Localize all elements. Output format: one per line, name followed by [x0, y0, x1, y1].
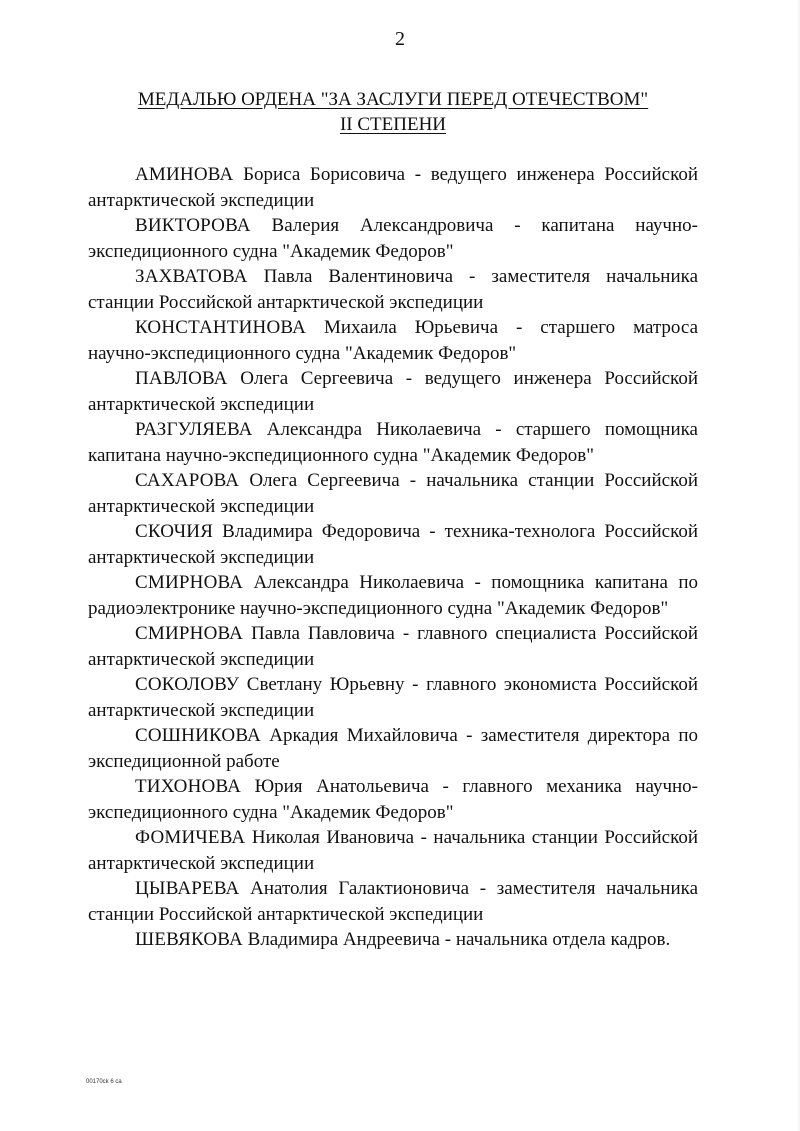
- recipient-details: Владимира Федоровича - техника-технолога Российской антарктической экспедиции: [88, 521, 699, 568]
- document-code: 00170ck 6 ca: [86, 1079, 122, 1085]
- recipient-entry: [88, 570, 698, 621]
- recipient-surname: СОШНИКОВА: [135, 725, 261, 746]
- recipient-details: Павла Валентиновича - заместителя начальника станции Российской антарктической экспедиции: [88, 266, 699, 313]
- recipient-entry: [88, 468, 698, 519]
- recipient-details: Олега Сергеевича - начальника станции Российской антарктической экспедиции: [88, 470, 698, 517]
- recipient-details: Юрия Анатольевича - главного механика научно-экспедиционного судна "Академик Федоров": [88, 776, 699, 823]
- recipient-surname: АМИНОВА: [135, 164, 234, 185]
- recipient-surname: ЗАХВАТОВА: [135, 266, 248, 287]
- recipient-details: Валерия Александровича - капитана научно-экспедиционного судна "Академик Федоров": [88, 215, 698, 262]
- recipient-entry: [88, 723, 698, 774]
- recipient-entry: [88, 774, 698, 825]
- recipient-entry: [88, 366, 698, 417]
- recipient-details: Александра Николаевича - помощника капитана по радиоэлектронике научно-экспедиционного судна "Академик Федоров": [88, 572, 699, 619]
- page-number: 2: [395, 28, 405, 50]
- recipient-details: Олега Сергеевича - ведущего инженера Российской антарктической экспедиции: [88, 368, 698, 415]
- recipient-details: Бориса Борисовича - ведущего инженера Российской антарктической экспедиции: [88, 164, 699, 211]
- recipient-details: Светлану Юрьевну - главного экономиста Российской антарктической экспедиции: [88, 674, 698, 721]
- recipient-surname: ПАВЛОВА: [135, 368, 228, 389]
- recipient-entry: [88, 825, 698, 876]
- recipient-entry: [88, 519, 698, 570]
- recipient-details: Николая Ивановича - начальника станции Российской антарктической экспедиции: [88, 827, 699, 874]
- recipient-details: Павла Павловича - главного специалиста Российской антарктической экспедиции: [88, 623, 699, 670]
- recipient-surname: СМИРНОВА: [135, 572, 244, 593]
- recipient-surname: ШЕВЯКОВА: [135, 929, 243, 950]
- recipient-entry: [88, 621, 698, 672]
- recipient-surname: СОКОЛОВУ: [135, 674, 240, 695]
- award-heading-line-1: МЕДАЛЬЮ ОРДЕНА "ЗА ЗАСЛУГИ ПЕРЕД ОТЕЧЕСТВОМ": [137, 89, 649, 110]
- recipient-surname: ЦЫВАРЕВА: [135, 878, 240, 899]
- recipient-surname: СМИРНОВА: [135, 623, 244, 644]
- recipient-surname: СКОЧИЯ: [135, 521, 214, 542]
- recipient-surname: РАЗГУЛЯЕВА: [135, 419, 253, 440]
- recipient-entry: [88, 876, 698, 927]
- recipient-details: Владимира Андреевича - начальника отдела кадров.: [247, 929, 671, 950]
- recipient-list: [88, 162, 698, 953]
- recipient-entry: [88, 672, 698, 723]
- recipient-surname: ТИХОНОВА: [135, 776, 242, 797]
- recipient-details: Александра Николаевича - старшего помощника капитана научно-экспедиционного судна "Академик Федоров": [88, 419, 698, 466]
- recipient-entry: [88, 315, 698, 366]
- recipient-surname: ФОМИЧЕВА: [135, 827, 246, 848]
- recipient-surname: ВИКТОРОВА: [135, 215, 251, 236]
- award-heading: [88, 87, 698, 137]
- recipient-entry: [88, 417, 698, 468]
- recipient-entry: [88, 213, 698, 264]
- recipient-surname: САХАРОВА: [135, 470, 240, 491]
- recipient-details: Михаила Юрьевича - старшего матроса научно-экспедиционного судна "Академик Федоров": [88, 317, 699, 364]
- recipient-entry: [88, 162, 698, 213]
- award-heading-line-2: II СТЕПЕНИ: [339, 114, 447, 135]
- recipient-surname: КОНСТАНТИНОВА: [135, 317, 306, 338]
- recipient-details: Аркадия Михайловича - заместителя директора по экспедиционной работе: [88, 725, 699, 772]
- recipient-entry: [88, 264, 698, 315]
- recipient-entry: [88, 927, 698, 953]
- recipient-details: Анатолия Галактионовича - заместителя начальника станции Российской антарктической экспедиции: [88, 878, 698, 925]
